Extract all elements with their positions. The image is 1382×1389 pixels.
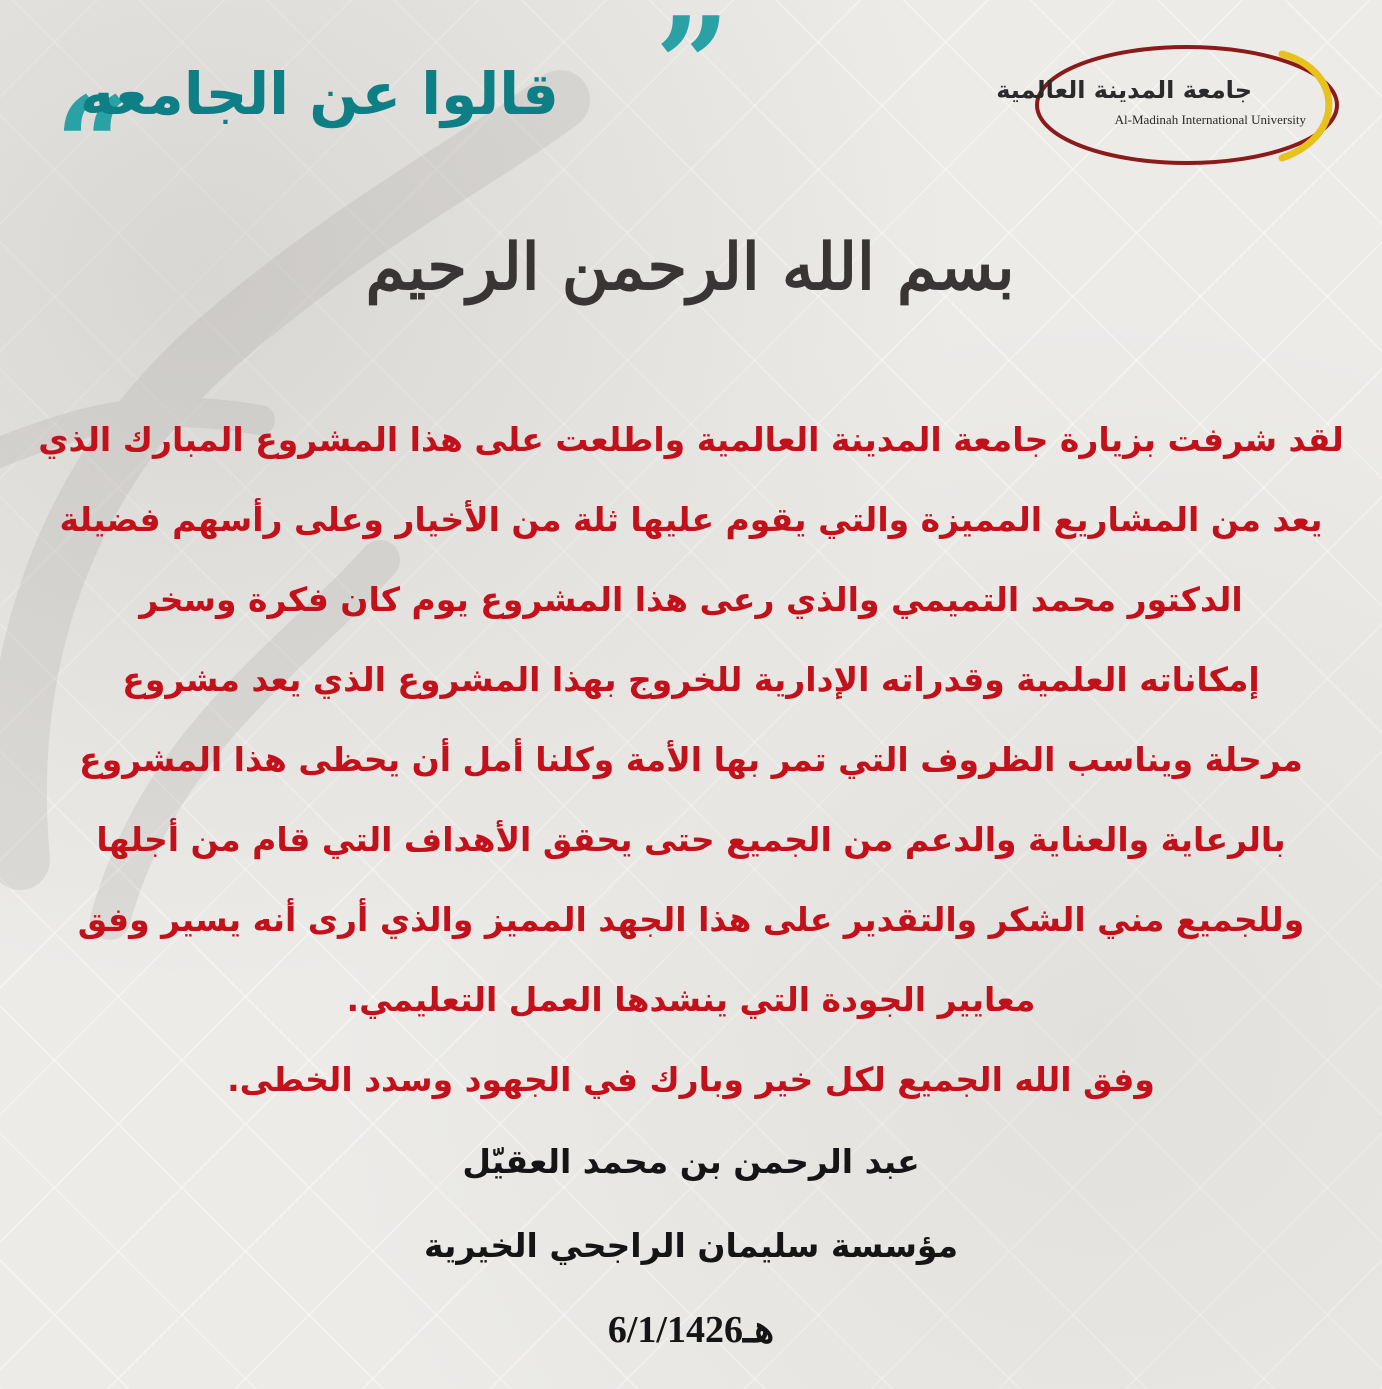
page-title: قالوا عن الجامعه (80, 60, 560, 128)
body-line: معايير الجودة التي ينشدها العمل التعليمي. (346, 980, 1036, 1019)
body-line: وفق الله الجميع لكل خير وبارك في الجهود وسدد الخطى. (227, 1060, 1155, 1099)
body-line: إمكاناته العلمية وقدراته الإدارية للخروج بهذا المشروع الذي يعد مشروع (122, 660, 1260, 699)
body-line: يعد من المشاريع المميزة والتي يقوم عليها ثلة من الأخيار وعلى رأسهم فضيلة (59, 500, 1323, 539)
signature-organization: مؤسسة سليمان الراجحي الخيرية (423, 1226, 959, 1265)
signature-date: 6/1/1426هـ (607, 1309, 775, 1351)
body-line: بالرعاية والعناية والدعم من الجميع حتى يحقق الأهداف التي قام من أجلها (96, 820, 1286, 859)
logo-ring-icon (1032, 40, 1342, 170)
basmala (330, 205, 1050, 330)
quote-open-mark: “ (55, 68, 130, 221)
body-line: الدكتور محمد التميمي والذي رعى هذا المشروع يوم كان فكرة وسخر (139, 580, 1243, 619)
logo-english-name: Al-Madinah International University (1114, 112, 1306, 127)
body-line: مرحلة ويناسب الظروف التي تمر بها الأمة وكلنا أمل أن يحظى هذا المشروع (79, 740, 1303, 779)
logo-arabic-name: جامعة المدينة العالمية (996, 76, 1252, 104)
university-logo (996, 40, 1342, 170)
testimonial-body (30, 400, 1352, 1372)
quote-close-mark: ” (655, 0, 730, 141)
body-line: وللجميع مني الشكر والتقدير على هذا الجهد المميز والذي أرى أنه يسير وفق (77, 900, 1305, 939)
body-line: لقد شرفت بزيارة جامعة المدينة العالمية واطلعت على هذا المشروع المبارك الذي (38, 420, 1344, 459)
basmala-text: بسم الله الرحمن الرحيم (365, 230, 1015, 305)
signature-name: عبد الرحمن بن محمد العقيّل (462, 1142, 920, 1181)
